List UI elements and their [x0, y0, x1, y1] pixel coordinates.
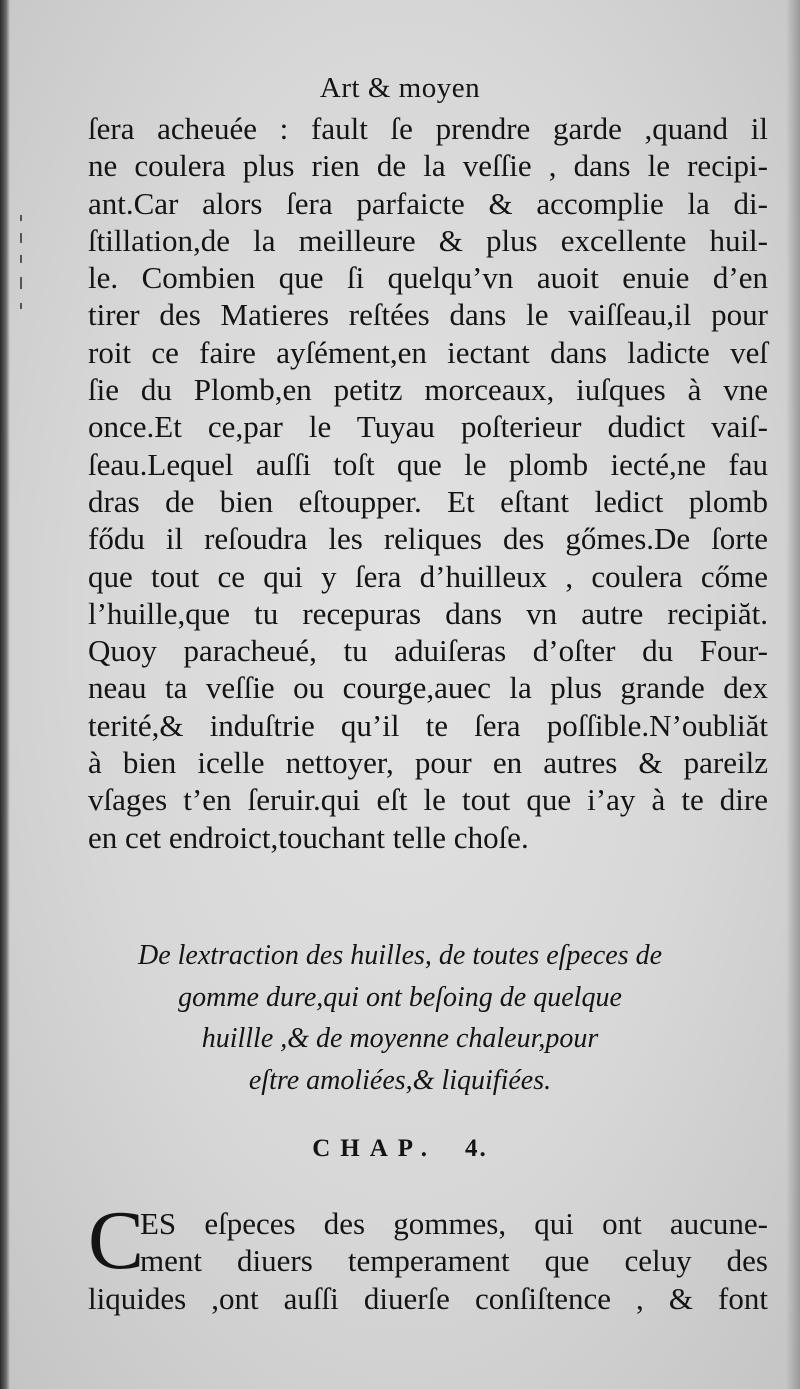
heading-line: De lextraction des huilles, de toutes eſpeces de: [137, 940, 663, 971]
text-line: ſeau.Lequel auſſi toſt que le plomb iecté,ne fau: [88, 446, 768, 482]
margin-marks: [20, 215, 24, 315]
text-line: le. Combien que ſi quelqu’vn auoit enuie d’en: [88, 260, 768, 296]
text-line: roit ce faire ayſément,en iectant dans ladicte veſ: [88, 334, 768, 370]
heading-line: eſtre amoliées,& liquifiées.: [248, 1064, 552, 1096]
text-line: tirer des Matieres reſtées dans le vaiſſeau,il pour: [88, 297, 768, 333]
text-line: que tout ce qui y ſera d’huilleux , coulera cőme: [88, 558, 768, 594]
running-head: Art & moyen: [319, 72, 481, 104]
chapter-word: CHAP.: [312, 1135, 438, 1162]
text-line: neau ta veſſie ou courge,auec la plus grande dex: [88, 670, 768, 706]
text-line: ſera acheuée : fault ſe prendre garde ,quand il: [88, 111, 768, 146]
text-line: liquides ,ont auſſi diuerſe conſiſtence , & font: [88, 1280, 768, 1316]
text-line: ſie du Plomb,en petitz morceaux, iuſques à vne: [88, 372, 768, 408]
text-line: dras de bien eſtoupper. Et eſtant ledict plomb: [88, 483, 768, 519]
text-line: ment diuers temperament que celuy des: [140, 1243, 768, 1279]
heading-line: huillle ,& de moyenne chaleur,pour: [201, 1023, 599, 1054]
text-line: Quoy paracheué, tu aduiſeras d’oſter du Four-: [88, 633, 768, 669]
text-line: en cet endroict,touchant telle choſe.: [88, 819, 529, 855]
text-line: terité,& induſtrie qu’il te ſera poſſible.N’oubliăt: [88, 707, 768, 743]
text-line: à bien icelle nettoyer, pour en autres & pareilz: [88, 745, 768, 781]
chapter-opening-paragraph: [88, 1194, 768, 1317]
chapter-label: [0, 1135, 800, 1163]
text-line: fődu il reſoudra les reliques des gőmes.De ſorte: [88, 521, 768, 557]
text-line: ant.Car alors ſera parfaicte & accomplie la di-: [88, 185, 768, 221]
section-heading: [0, 935, 800, 1101]
body-paragraph: [88, 110, 768, 856]
text-line: l’huille,que tu recepuras dans vn autre recipiăt.: [88, 595, 768, 631]
text-line: vſages t’en ſeruir.qui eſt le tout que i’ay à te dire: [88, 782, 768, 818]
text-line: ſtillation,de la meilleure & plus excellente huil-: [88, 222, 768, 258]
text-line: ES eſpeces des gommes, qui ont aucune-: [140, 1206, 768, 1241]
drop-cap: C: [88, 1194, 145, 1287]
text-line: ne coulera plus rien de la veſſie , dans le recipi-: [88, 148, 768, 184]
chapter-number: 4.: [465, 1135, 488, 1162]
text-line: once.Et ce,par le Tuyau poſterieur dudict vaiſ-: [88, 409, 768, 445]
heading-line: gomme dure,qui ont beſoing de quelque: [178, 981, 622, 1013]
